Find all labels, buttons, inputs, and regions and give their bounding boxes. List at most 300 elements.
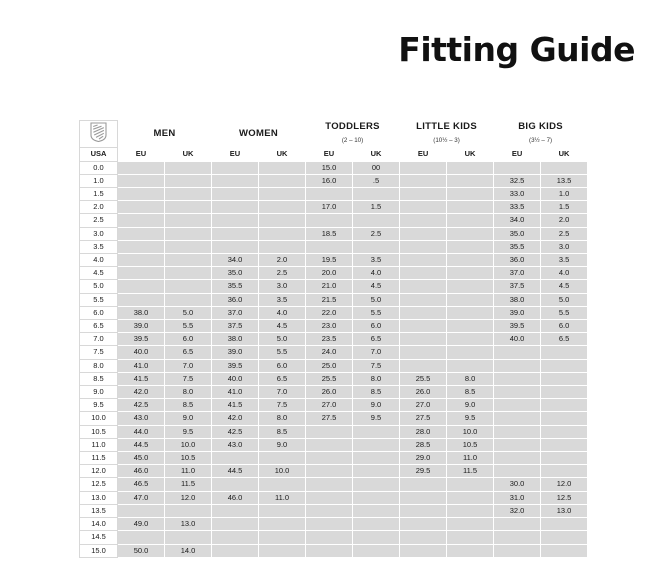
usa-size-cell: 10.0 (80, 412, 118, 425)
size-cell (259, 227, 306, 240)
size-cell: 10.0 (165, 438, 212, 451)
size-cell (353, 465, 400, 478)
size-cell (447, 531, 494, 544)
size-cell (447, 214, 494, 227)
unit-header-eu-7: EU (400, 148, 447, 161)
size-cell (212, 504, 259, 517)
size-cell (212, 174, 259, 187)
size-cell: 38.0 (494, 293, 541, 306)
size-cell: 3.5 (259, 293, 306, 306)
size-cell (353, 491, 400, 504)
size-cell: 4.5 (353, 280, 400, 293)
size-cell (447, 544, 494, 557)
size-cell: 5.0 (541, 293, 588, 306)
size-cell (494, 452, 541, 465)
size-cell: 33.5 (494, 201, 541, 214)
size-cell (400, 359, 447, 372)
size-cell: 36.0 (212, 293, 259, 306)
usa-size-cell: 14.5 (80, 531, 118, 544)
size-cell: 14.0 (165, 544, 212, 557)
usa-size-cell: 3.0 (80, 227, 118, 240)
size-cell: 7.5 (165, 372, 212, 385)
size-cell: 12.0 (165, 491, 212, 504)
size-cell: 8.0 (353, 372, 400, 385)
size-cell (118, 504, 165, 517)
table-row (80, 491, 588, 504)
size-cell: 42.0 (118, 386, 165, 399)
size-cell: 27.0 (306, 399, 353, 412)
size-cell (306, 452, 353, 465)
size-cell: 2.5 (259, 267, 306, 280)
size-cell: 8.0 (447, 372, 494, 385)
size-cell (400, 201, 447, 214)
size-cell: 8.5 (165, 399, 212, 412)
table-row (80, 544, 588, 557)
size-cell (259, 240, 306, 253)
size-cell (447, 518, 494, 531)
size-cell: 4.0 (259, 306, 306, 319)
size-cell (259, 531, 306, 544)
brand-logo-cell (80, 121, 118, 148)
size-cell (541, 518, 588, 531)
group-sublabel: (10½ – 3) (433, 137, 460, 145)
table-row (80, 504, 588, 517)
size-cell (212, 201, 259, 214)
size-cell: 25.0 (306, 359, 353, 372)
table-row (80, 174, 588, 187)
size-cell (165, 240, 212, 253)
size-cell: 9.5 (165, 425, 212, 438)
size-cell (400, 320, 447, 333)
size-cell: 34.0 (494, 214, 541, 227)
size-cell (447, 504, 494, 517)
size-cell: 11.0 (165, 465, 212, 478)
size-cell: 41.0 (212, 386, 259, 399)
size-cell (118, 227, 165, 240)
size-cell: 6.5 (259, 372, 306, 385)
unit-header-usa-0: USA (80, 148, 118, 161)
size-cell: 38.0 (212, 333, 259, 346)
size-cell (494, 531, 541, 544)
unit-header-eu-3: EU (212, 148, 259, 161)
size-cell: 19.5 (306, 254, 353, 267)
size-cell (494, 438, 541, 451)
size-cell: 8.0 (259, 412, 306, 425)
size-cell: 5.5 (353, 306, 400, 319)
size-cell (306, 425, 353, 438)
table-row (80, 399, 588, 412)
size-cell (494, 346, 541, 359)
size-cell: 6.0 (259, 359, 306, 372)
size-cell (447, 174, 494, 187)
size-cell: 34.0 (212, 254, 259, 267)
size-cell (447, 320, 494, 333)
group-header-big-kids (494, 121, 588, 148)
size-cell: 37.0 (212, 306, 259, 319)
size-cell: 4.0 (353, 267, 400, 280)
size-cell: 35.0 (494, 227, 541, 240)
table-row (80, 346, 588, 359)
size-cell (447, 478, 494, 491)
size-cell (353, 531, 400, 544)
unit-header-uk-4: UK (259, 148, 306, 161)
size-cell (353, 518, 400, 531)
size-cell (165, 188, 212, 201)
size-chart-table (79, 120, 588, 558)
size-cell (212, 531, 259, 544)
size-cell: 7.0 (165, 359, 212, 372)
size-cell: 11.5 (165, 478, 212, 491)
usa-size-cell: 3.5 (80, 240, 118, 253)
size-chart-body (80, 161, 588, 557)
size-cell (447, 491, 494, 504)
size-cell: 5.5 (165, 320, 212, 333)
size-cell: 6.0 (353, 320, 400, 333)
size-cell: 41.5 (118, 372, 165, 385)
size-cell (400, 293, 447, 306)
table-row (80, 438, 588, 451)
table-row (80, 452, 588, 465)
group-label: LITTLE KIDS (416, 121, 477, 132)
size-cell: 42.5 (118, 399, 165, 412)
size-cell: 5.0 (165, 306, 212, 319)
unit-header-uk-2: UK (165, 148, 212, 161)
size-cell: 26.0 (306, 386, 353, 399)
usa-size-cell: 1.5 (80, 188, 118, 201)
size-cell (353, 425, 400, 438)
size-cell: 11.5 (447, 465, 494, 478)
size-cell: 9.0 (165, 412, 212, 425)
size-cell: 47.0 (118, 491, 165, 504)
size-cell (212, 452, 259, 465)
size-cell: 4.0 (541, 267, 588, 280)
size-cell: 29.0 (400, 452, 447, 465)
size-cell: 2.5 (541, 227, 588, 240)
size-cell: 10.0 (259, 465, 306, 478)
size-cell (447, 188, 494, 201)
size-cell (447, 333, 494, 346)
size-cell: 6.0 (165, 333, 212, 346)
size-cell: 8.5 (353, 386, 400, 399)
size-cell: 23.5 (306, 333, 353, 346)
size-cell: 5.0 (259, 333, 306, 346)
shield-logo-icon (90, 122, 107, 142)
size-cell: 2.5 (353, 227, 400, 240)
size-cell: 9.0 (447, 399, 494, 412)
size-cell: 46.5 (118, 478, 165, 491)
size-cell (494, 544, 541, 557)
table-row (80, 531, 588, 544)
size-cell: 9.0 (259, 438, 306, 451)
size-cell (400, 161, 447, 174)
size-cell: 2.0 (259, 254, 306, 267)
size-cell: 5.0 (353, 293, 400, 306)
size-cell (494, 161, 541, 174)
size-cell: 32.0 (494, 504, 541, 517)
size-cell (212, 188, 259, 201)
size-cell (259, 452, 306, 465)
usa-size-cell: 11.0 (80, 438, 118, 451)
size-cell (353, 214, 400, 227)
size-cell (400, 214, 447, 227)
size-cell (165, 201, 212, 214)
size-cell: 5.5 (541, 306, 588, 319)
size-cell (306, 531, 353, 544)
size-cell: 39.0 (212, 346, 259, 359)
table-row (80, 320, 588, 333)
usa-size-cell: 14.0 (80, 518, 118, 531)
size-cell: 25.5 (400, 372, 447, 385)
size-cell: 12.5 (541, 491, 588, 504)
size-cell (118, 531, 165, 544)
size-cell (447, 280, 494, 293)
size-cell: 21.5 (306, 293, 353, 306)
size-cell (494, 399, 541, 412)
usa-size-cell: 12.0 (80, 465, 118, 478)
size-cell: 6.5 (353, 333, 400, 346)
size-cell (306, 214, 353, 227)
size-cell (400, 267, 447, 280)
size-cell (306, 504, 353, 517)
usa-size-cell: 4.5 (80, 267, 118, 280)
size-cell (400, 306, 447, 319)
size-cell: 6.0 (541, 320, 588, 333)
size-cell: 1.5 (541, 201, 588, 214)
size-cell (400, 188, 447, 201)
group-label: BIG KIDS (518, 121, 563, 132)
size-cell: 00 (353, 161, 400, 174)
size-cell: 39.5 (118, 333, 165, 346)
size-cell (400, 478, 447, 491)
group-label: TODDLERS (325, 121, 380, 132)
size-cell (165, 293, 212, 306)
group-header-women (212, 121, 306, 148)
size-cell (494, 465, 541, 478)
group-header-row (80, 121, 588, 148)
size-cell (165, 531, 212, 544)
size-cell (494, 372, 541, 385)
size-cell (541, 386, 588, 399)
table-row (80, 214, 588, 227)
size-cell (353, 504, 400, 517)
size-cell: 46.0 (212, 491, 259, 504)
table-row (80, 372, 588, 385)
size-cell: 23.0 (306, 320, 353, 333)
size-cell (165, 280, 212, 293)
size-cell (494, 425, 541, 438)
size-cell: 37.5 (494, 280, 541, 293)
size-cell (259, 504, 306, 517)
size-cell: 2.0 (541, 214, 588, 227)
size-cell: 3.0 (541, 240, 588, 253)
size-cell (118, 254, 165, 267)
size-cell: 9.5 (447, 412, 494, 425)
size-cell: 10.0 (447, 425, 494, 438)
size-cell (353, 240, 400, 253)
size-cell: 44.5 (118, 438, 165, 451)
size-cell (400, 227, 447, 240)
size-cell: 43.0 (118, 412, 165, 425)
size-cell: 35.5 (494, 240, 541, 253)
size-cell: 42.5 (212, 425, 259, 438)
size-cell (541, 531, 588, 544)
size-cell (118, 240, 165, 253)
size-cell: 30.0 (494, 478, 541, 491)
size-cell: 12.0 (541, 478, 588, 491)
size-cell: 45.0 (118, 452, 165, 465)
table-row (80, 425, 588, 438)
size-cell: 7.5 (353, 359, 400, 372)
size-cell: 7.0 (353, 346, 400, 359)
usa-size-cell: 5.0 (80, 280, 118, 293)
size-cell: 4.5 (259, 320, 306, 333)
size-cell: 40.0 (212, 372, 259, 385)
size-cell (212, 478, 259, 491)
size-cell: 11.0 (259, 491, 306, 504)
size-cell: 49.0 (118, 518, 165, 531)
size-cell (400, 280, 447, 293)
size-cell: 9.0 (353, 399, 400, 412)
size-cell: 8.5 (259, 425, 306, 438)
size-cell (306, 465, 353, 478)
size-cell: 36.0 (494, 254, 541, 267)
table-row (80, 478, 588, 491)
size-cell (118, 174, 165, 187)
usa-size-cell: 1.0 (80, 174, 118, 187)
size-cell: 26.0 (400, 386, 447, 399)
usa-size-cell: 15.0 (80, 544, 118, 557)
size-cell: 13.0 (165, 518, 212, 531)
unit-header-row (80, 148, 588, 161)
unit-header-uk-8: UK (447, 148, 494, 161)
size-cell (259, 188, 306, 201)
size-cell: 35.5 (212, 280, 259, 293)
size-cell (212, 161, 259, 174)
size-cell (447, 227, 494, 240)
size-cell (494, 359, 541, 372)
size-cell (306, 518, 353, 531)
size-cell (541, 346, 588, 359)
usa-size-cell: 2.5 (80, 214, 118, 227)
size-cell (259, 174, 306, 187)
unit-header-eu-9: EU (494, 148, 541, 161)
size-cell (165, 174, 212, 187)
size-cell (259, 478, 306, 491)
size-cell (447, 267, 494, 280)
table-row (80, 201, 588, 214)
size-cell: 8.5 (447, 386, 494, 399)
size-cell (400, 346, 447, 359)
size-cell (118, 161, 165, 174)
size-cell (259, 518, 306, 531)
size-cell: 44.5 (212, 465, 259, 478)
size-cell: 46.0 (118, 465, 165, 478)
size-cell (541, 359, 588, 372)
table-row (80, 254, 588, 267)
size-cell: 39.0 (118, 320, 165, 333)
table-row (80, 306, 588, 319)
usa-size-cell: 5.5 (80, 293, 118, 306)
usa-size-cell: 8.0 (80, 359, 118, 372)
group-header-toddlers (306, 121, 400, 148)
size-cell: 44.0 (118, 425, 165, 438)
size-cell: 24.0 (306, 346, 353, 359)
size-cell (447, 293, 494, 306)
size-cell (165, 504, 212, 517)
size-cell (400, 518, 447, 531)
size-cell (306, 478, 353, 491)
table-row (80, 386, 588, 399)
page-title: Fitting Guide (398, 30, 635, 69)
size-cell (494, 412, 541, 425)
size-cell: 28.5 (400, 438, 447, 451)
size-cell: 7.0 (259, 386, 306, 399)
size-cell: .5 (353, 174, 400, 187)
size-cell: 13.0 (541, 504, 588, 517)
size-cell (118, 293, 165, 306)
size-cell: 29.5 (400, 465, 447, 478)
size-cell: 50.0 (118, 544, 165, 557)
size-cell (165, 254, 212, 267)
size-cell (541, 372, 588, 385)
size-cell: 41.0 (118, 359, 165, 372)
size-cell: 6.5 (165, 346, 212, 359)
size-cell: 42.0 (212, 412, 259, 425)
size-cell: 20.0 (306, 267, 353, 280)
size-cell: 16.0 (306, 174, 353, 187)
size-cell (353, 478, 400, 491)
unit-header-eu-5: EU (306, 148, 353, 161)
usa-size-cell: 6.5 (80, 320, 118, 333)
size-cell (353, 438, 400, 451)
size-cell (306, 438, 353, 451)
unit-header-uk-10: UK (541, 148, 588, 161)
usa-size-cell: 13.5 (80, 504, 118, 517)
size-cell: 3.5 (541, 254, 588, 267)
usa-size-cell: 6.0 (80, 306, 118, 319)
size-cell (400, 174, 447, 187)
size-cell (541, 438, 588, 451)
size-cell: 39.5 (494, 320, 541, 333)
table-row (80, 333, 588, 346)
group-label: MEN (153, 128, 176, 140)
size-cell (259, 544, 306, 557)
size-cell (447, 254, 494, 267)
size-cell (400, 491, 447, 504)
size-cell (400, 544, 447, 557)
size-cell (541, 161, 588, 174)
size-cell: 8.0 (165, 386, 212, 399)
table-row (80, 267, 588, 280)
usa-size-cell: 7.5 (80, 346, 118, 359)
size-cell (118, 201, 165, 214)
size-cell: 9.5 (353, 412, 400, 425)
size-cell: 7.5 (259, 399, 306, 412)
unit-header-uk-6: UK (353, 148, 400, 161)
size-chart-container (79, 120, 587, 558)
size-cell: 13.5 (541, 174, 588, 187)
usa-size-cell: 11.5 (80, 452, 118, 465)
size-cell: 27.5 (400, 412, 447, 425)
size-cell: 17.0 (306, 201, 353, 214)
size-cell: 28.0 (400, 425, 447, 438)
size-cell (541, 544, 588, 557)
size-cell: 39.5 (212, 359, 259, 372)
size-cell (259, 201, 306, 214)
size-cell: 3.0 (259, 280, 306, 293)
size-cell (541, 452, 588, 465)
size-cell: 32.5 (494, 174, 541, 187)
